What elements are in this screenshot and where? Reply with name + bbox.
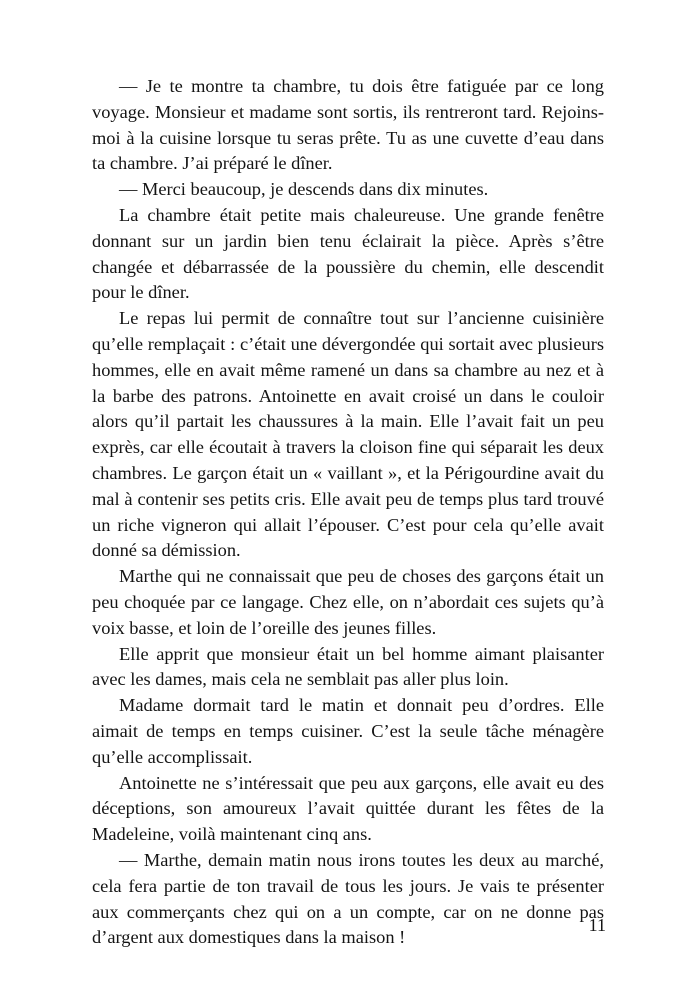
paragraph: Elle apprit que monsieur était un bel homme aimant plaisanter avec les dames, mais cela ne semblait pas aller plus loin.: [92, 643, 604, 690]
paragraph: Le repas lui permit de connaître tout sur l’ancienne cuisinière qu’elle remplaçait : c’était une dévergondée qui sortait avec plusieurs hommes, elle en avait même ramené un dans sa chambre au nez et à la barbe des patrons. Antoinette en avait croisé un dans le couloir alors qu’il partait les chaussures à la main. Elle l’avait fait un peu exprès, car elle écoutait à travers la cloison fine qui séparait les deux chambres. Le garçon était un « vaillant », et la Périgourdine avait du mal à contenir ses petits cris. Elle avait peu de temps plus tard trouvé un riche vigneron qui allait l’épouser. C’est pour cela qu’elle avait donné sa démission.: [92, 308, 604, 561]
paragraph: Antoinette ne s’intéressait que peu aux garçons, elle avait eu des déceptions, son amoureux l’avait quittée durant les fêtes de la Madeleine, voilà maintenant cinq ans.: [92, 772, 604, 845]
paragraph: Madame dormait tard le matin et donnait peu d’ordres. Elle aimait de temps en temps cuisiner. C’est la seule tâche ménagère qu’elle accomplissait.: [92, 695, 604, 767]
paragraph: La chambre était petite mais chaleureuse. Une grande fenêtre donnant sur un jardin bien tenu éclairait la pièce. Après s’être changée et débarrassée de la poussière du chemin, elle descendit pour le dîner.: [92, 204, 604, 303]
paragraph: — Merci beaucoup, je descends dans dix minutes.: [119, 179, 489, 200]
paragraph: — Marthe, demain matin nous irons toutes les deux au marché, cela fera partie de ton travail de tous les jours. Je vais te présenter aux commerçants chez qui on a un compte, car on ne donne pas d’argent aux domestiques dans la maison !: [92, 849, 604, 948]
body-text: [92, 74, 604, 951]
paragraph: — Je te montre ta chambre, tu dois être fatiguée par ce long voyage. Monsieur et madame sont sortis, ils rentreront tard. Rejoins-moi à la cuisine lorsque tu seras prête. Tu as une cuvette d’eau dans ta chambre. J’ai préparé le dîner.: [92, 76, 604, 174]
paragraph: Marthe qui ne connaissait que peu de choses des garçons était un peu choquée par ce langage. Chez elle, on n’abordait ces sujets qu’à voix basse, et loin de l’oreille des jeunes filles.: [92, 566, 604, 638]
page-number: 11: [588, 915, 606, 935]
